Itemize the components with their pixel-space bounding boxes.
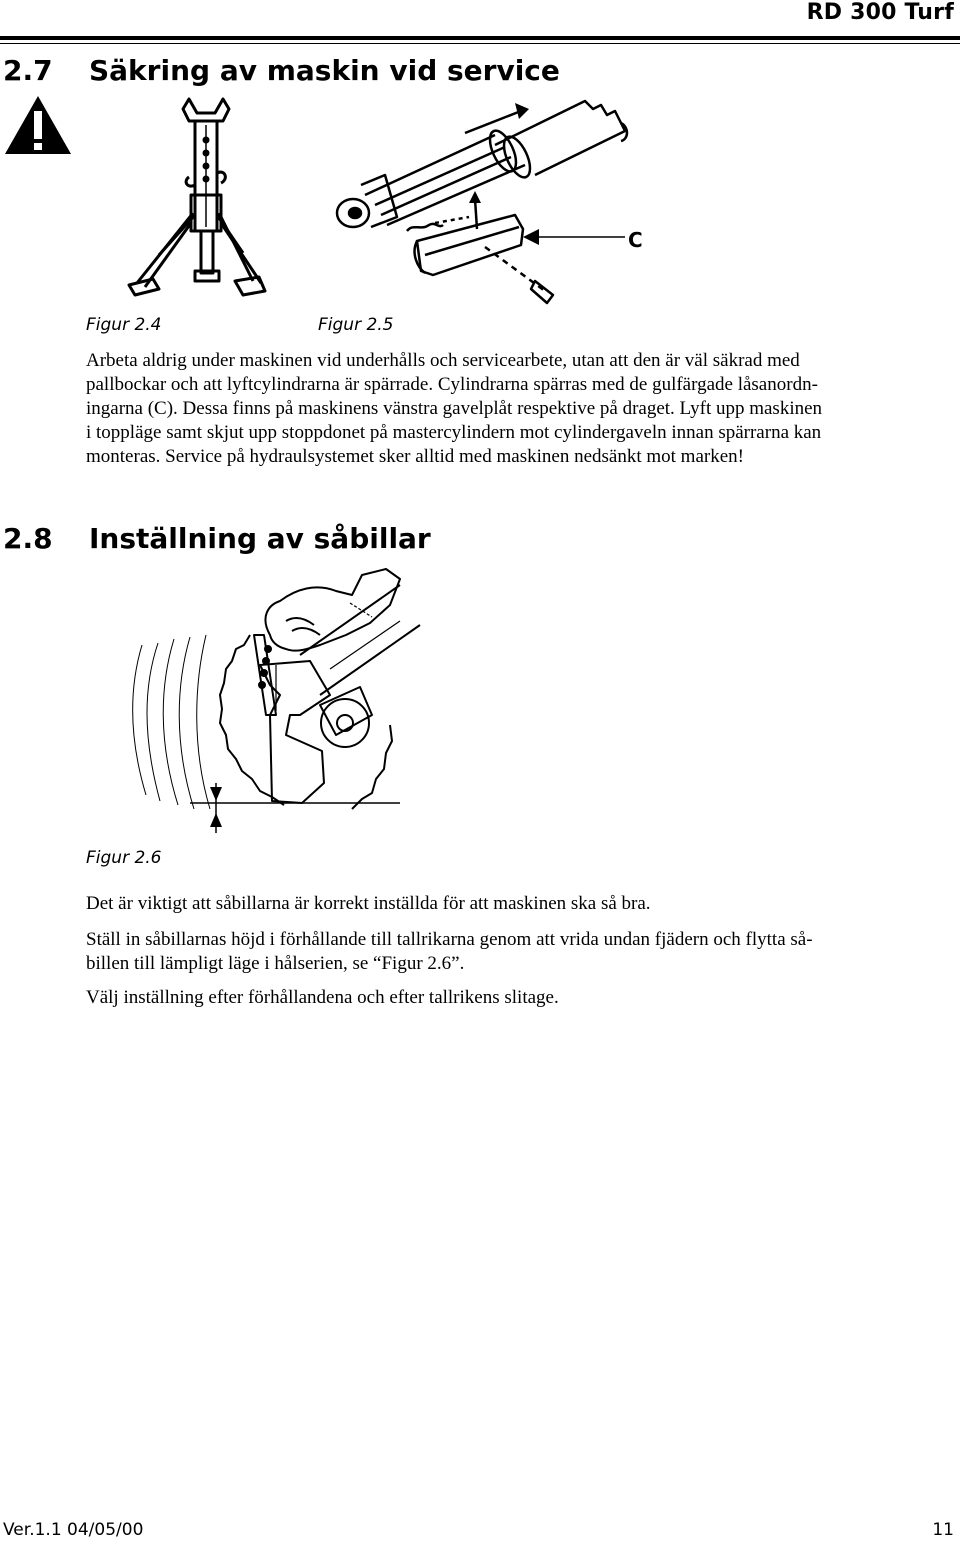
section-2-8-paragraph-3: Välj inställning efter förhållandena och efter tallrikens slitage. bbox=[86, 987, 559, 1008]
header-rule-thin bbox=[0, 43, 960, 44]
section-title: Säkring av maskin vid service bbox=[89, 54, 560, 87]
section-2-7-paragraph bbox=[86, 349, 946, 469]
figure-caption-2-5: Figur 2.5 bbox=[318, 315, 394, 335]
paragraph-line: Ställ in såbillarnas höjd i förhållande till tallrikarna genom att vrida undan fjädern och flytta så- bbox=[86, 929, 813, 950]
section-number: 2.8 bbox=[3, 522, 53, 555]
warning-triangle-icon bbox=[3, 94, 73, 156]
paragraph-line: i toppläge samt skjut upp stoppdonet på mastercylindern mot cylindergaveln innan spärrarna kan bbox=[86, 422, 822, 443]
header-rule-thick bbox=[0, 36, 960, 40]
figure-2-5-cylinder-lock-illustration bbox=[325, 95, 645, 307]
figure-label-c: C bbox=[628, 228, 643, 252]
paragraph-line: billen till lämpligt läge i hålserien, se “Figur 2.6”. bbox=[86, 953, 465, 974]
figure-2-4-stand-illustration bbox=[125, 95, 275, 310]
section-number: 2.7 bbox=[3, 54, 53, 87]
section-title: Inställning av såbillar bbox=[89, 522, 431, 555]
paragraph-line: ingarna (C). Dessa finns på maskinens vänstra gavelplåt respektive på draget. Lyft upp maskinen bbox=[86, 398, 823, 419]
section-heading-2-8 bbox=[3, 522, 431, 555]
footer-page-number: 11 bbox=[932, 1520, 954, 1540]
footer-version: Ver.1.1 04/05/00 bbox=[3, 1520, 144, 1540]
paragraph-line: Arbeta aldrig under maskinen vid underhålls och servicearbete, utan att den är väl säkrad med bbox=[86, 350, 800, 371]
figure-caption-2-6: Figur 2.6 bbox=[86, 848, 162, 868]
document-header-title: RD 300 Turf bbox=[806, 0, 954, 25]
paragraph-line: pallbockar och att lyftcylindrarna är spärrade. Cylindrarna spärras med de gulfärgade låsanordn- bbox=[86, 374, 818, 395]
section-2-8-paragraph-2 bbox=[86, 928, 946, 976]
figure-caption-2-4: Figur 2.4 bbox=[86, 315, 162, 335]
section-heading-2-7 bbox=[3, 54, 560, 87]
section-2-8-paragraph-1: Det är viktigt att såbillarna är korrekt inställda för att maskinen ska så bra. bbox=[86, 893, 651, 914]
figure-2-6-coulter-adjustment-illustration bbox=[100, 565, 430, 835]
paragraph-line: monteras. Service på hydraulsystemet sker alltid med maskinen nedsänkt mot marken! bbox=[86, 446, 744, 467]
